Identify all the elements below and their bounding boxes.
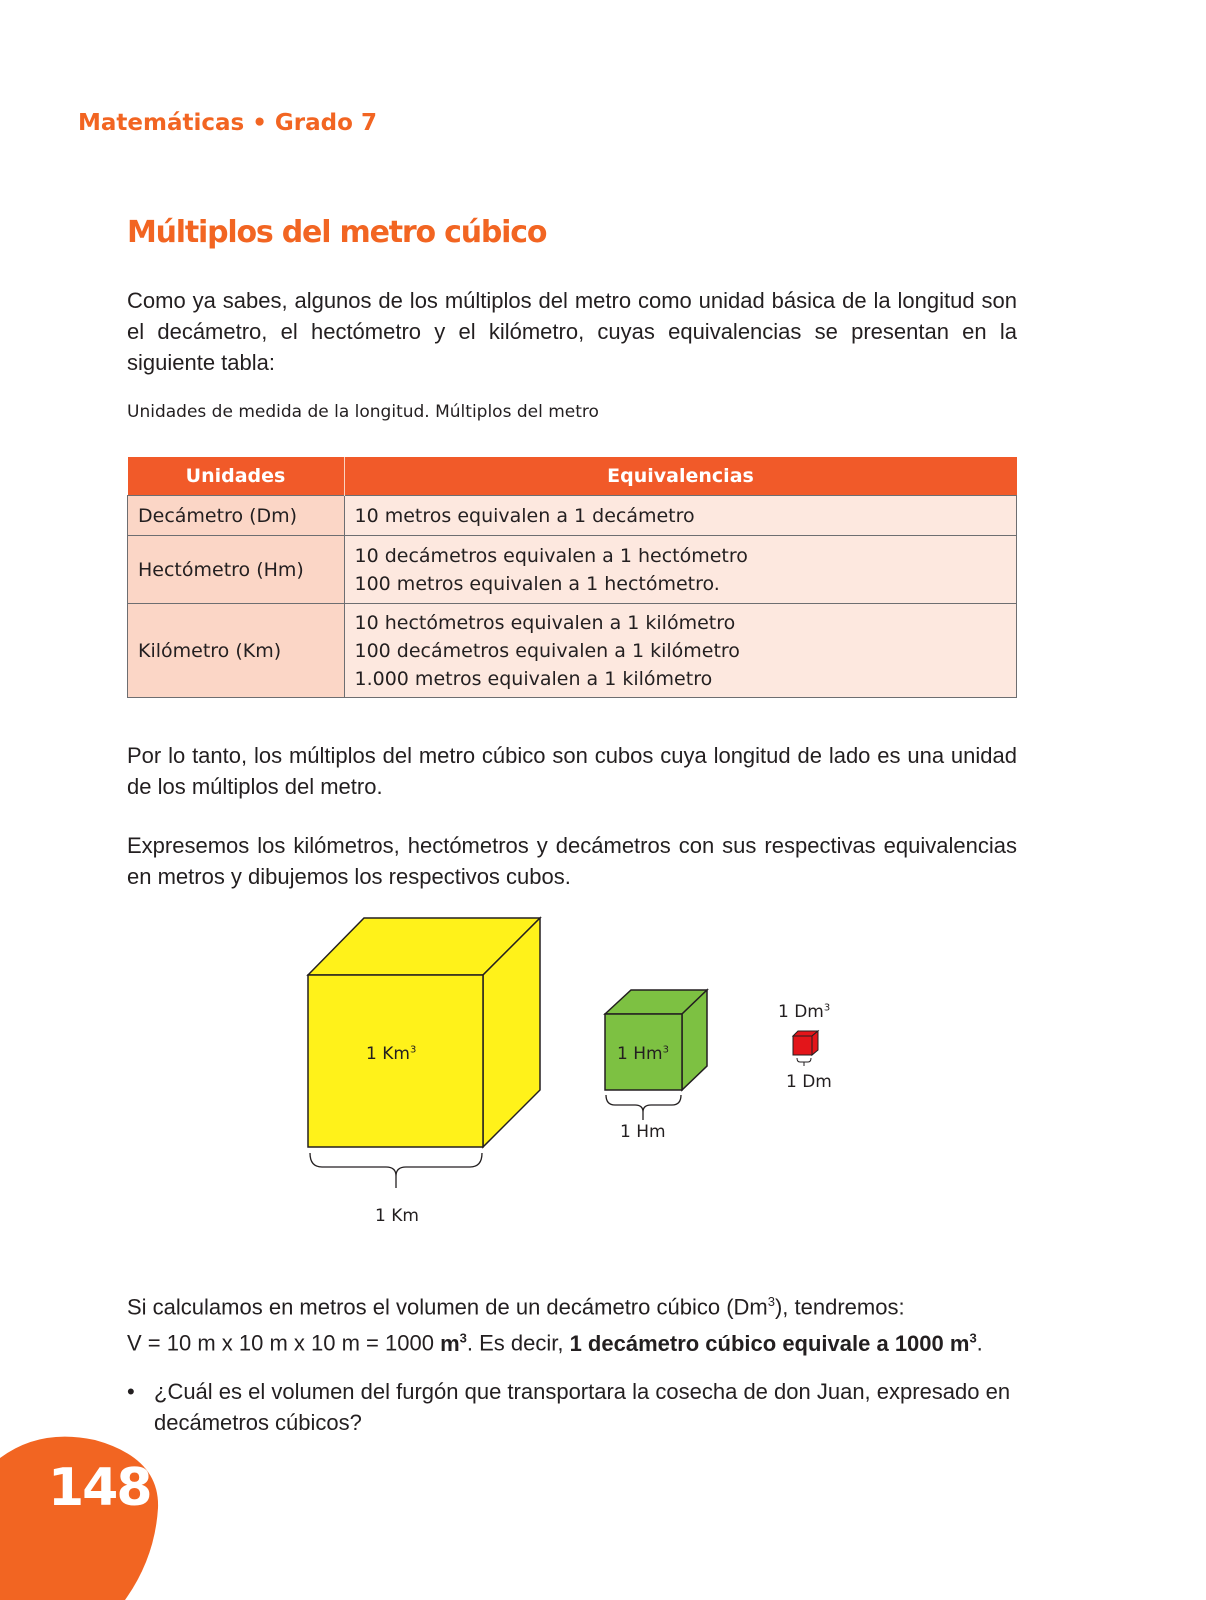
table-row — [128, 604, 1017, 698]
equivalence-line: 100 decámetros equivalen a 1 kilómetro — [354, 639, 740, 662]
bullet-icon: • — [127, 1379, 135, 1404]
hm-side-label: 1 Hm — [620, 1122, 666, 1142]
cubes-illustration — [300, 910, 860, 1240]
cubes-figure — [300, 910, 860, 1240]
conclusion-paragraph: Por lo tanto, los múltiplos del metro cúbico son cubos cuya longitud de lado es una unidad de los múltiplos del metro. — [127, 743, 1017, 799]
header-units: Unidades — [128, 457, 345, 496]
table-row — [128, 536, 1017, 604]
dm-cube-front — [793, 1036, 812, 1055]
formula-text: . — [976, 1330, 983, 1356]
km-volume-label: 1 Km$^3$ — [366, 1044, 417, 1064]
table-header-row — [128, 457, 1017, 496]
unit-cell: Kilómetro (Km) — [128, 604, 345, 698]
formula-text: V = 10 m x 10 m x 10 m = 1000 — [127, 1330, 441, 1356]
header-equivalences: Equivalencias — [344, 457, 1017, 496]
table-row — [128, 496, 1017, 536]
formula-paragraph — [127, 1286, 1017, 1359]
dm-side-label: 1 Dm — [786, 1072, 832, 1092]
equivalence-line: 10 hectómetros equivalen a 1 kilómetro — [354, 611, 736, 634]
formula-text: ), tendremos: — [774, 1294, 905, 1320]
table-caption: Unidades de medida de la longitud. Múltiplos del metro — [127, 402, 599, 422]
km-side-label: 1 Km — [375, 1206, 419, 1226]
instruction-paragraph: Expresemos los kilómetros, hectómetros y decámetros con sus respectivas equivalencias en metros y dibujemos los respectivos cubos. — [127, 833, 1017, 889]
page-number: 148 — [48, 1458, 151, 1518]
dm-volume-label: 1 Dm$^3$ — [778, 1002, 831, 1022]
km-brace — [310, 1153, 482, 1188]
hm-brace — [606, 1095, 681, 1120]
formula-conclusion: 1 decámetro cúbico equivale a 1000 $m^3$ — [569, 1330, 977, 1356]
formula-text: Si calculamos en metros el volumen de un decámetro cúbico (Dm — [127, 1294, 768, 1320]
dm-cube — [793, 1031, 818, 1066]
question-text: ¿Cuál es el volumen del furgón que transportara la cosecha de don Juan, expresado en decámetros cúbicos? — [154, 1379, 1011, 1435]
equivalence-line: 10 metros equivalen a 1 decámetro — [354, 504, 695, 527]
section-title: Múltiplos del metro cúbico — [127, 215, 547, 250]
equivalence-cell — [344, 536, 1017, 604]
equivalence-cell — [344, 496, 1017, 536]
dm-cube-side — [812, 1031, 818, 1055]
units-table — [127, 457, 1017, 698]
equivalence-line: 1.000 metros equivalen a 1 kilómetro — [354, 667, 713, 690]
hm-volume-label: 1 Hm$^3$ — [617, 1044, 669, 1064]
km-cube — [308, 918, 540, 1188]
dm-brace — [797, 1058, 811, 1066]
equivalence-line: 100 metros equivalen a 1 hectómetro. — [354, 572, 720, 595]
formula-exponent: 3 — [767, 1294, 775, 1309]
intro-paragraph: Como ya sabes, algunos de los múltiplos del metro como unidad básica de la longitud son el decámetro, el hectómetro y el kilómetro, cuyas equivalencias se presentan en la siguiente tabla: — [127, 288, 1017, 375]
unit-cell: Hectómetro (Hm) — [128, 536, 345, 604]
equivalence-cell — [344, 604, 1017, 698]
unit-cell: Decámetro (Dm) — [128, 496, 345, 536]
page-header: Matemáticas • Grado 7 — [78, 110, 377, 136]
formula-bold: $m^3$ — [440, 1330, 467, 1356]
formula-text: . Es decir, — [466, 1330, 570, 1356]
equivalence-line: 10 decámetros equivalen a 1 hectómetro — [354, 544, 748, 567]
